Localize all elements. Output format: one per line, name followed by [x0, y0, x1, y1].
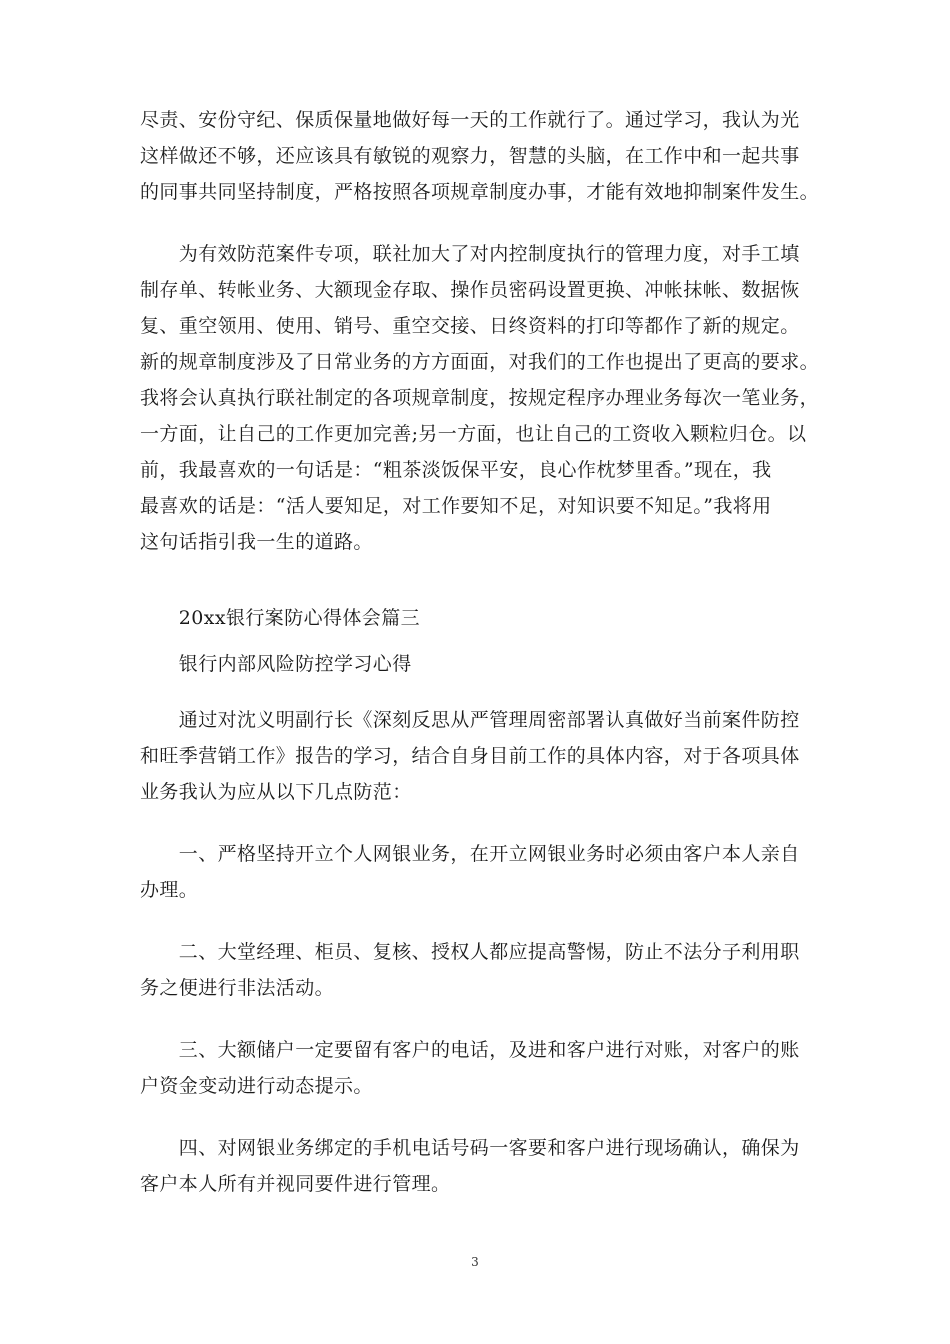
text-line: 三、大额储户一定要留有客户的电话，及进和客户进行对账，对客户的账	[140, 1039, 800, 1061]
point-two	[140, 934, 830, 1006]
text-line: 的同事共同坚持制度，严格按照各项规章制度办事，才能有效地抑制案件发生。	[140, 181, 820, 203]
text-line: 和旺季营销工作》报告的学习，结合自身目前工作的具体内容，对于各项具体	[140, 745, 800, 767]
page-number: 3	[471, 1255, 479, 1269]
subtitle-heading: 银行内部风险防控学习心得	[140, 653, 412, 675]
text-line: 前，我最喜欢的一句话是：“粗茶淡饭保平安，良心作枕梦里香。”现在，我	[140, 459, 772, 481]
text-line: 四、对网银业务绑定的手机电话号码一客要和客户进行现场确认，确保为	[140, 1137, 800, 1159]
text-line: 务之便进行非法活动。	[140, 977, 335, 999]
text-line: 为有效防范案件专项，联社加大了对内控制度执行的管理力度，对手工填	[140, 243, 800, 265]
paragraph-report-study	[140, 702, 830, 810]
section-title	[140, 596, 830, 640]
text-line: 通过对沈义明副行长《深刻反思从严管理周密部署认真做好当前案件防控	[140, 709, 800, 731]
text-line: 办理。	[140, 879, 199, 901]
text-line: 一方面，让自己的工作更加完善;另一方面，也让自己的工资收入颗粒归仓。以	[140, 423, 807, 445]
point-four	[140, 1130, 830, 1202]
text-line: 户资金变动进行动态提示。	[140, 1075, 373, 1097]
text-line: 最喜欢的话是：“活人要知足，对工作要知不足，对知识要不知足。”我将用	[140, 495, 772, 517]
text-line: 制存单、转帐业务、大额现金存取、操作员密码设置更换、冲帐抹帐、数据恢	[140, 279, 800, 301]
text-line: 复、重空领用、使用、销号、重空交接、日终资料的打印等都作了新的规定。	[140, 315, 800, 337]
subtitle	[140, 642, 830, 686]
paragraph-continued	[140, 102, 830, 210]
text-line: 客户本人所有并视同要件进行管理。	[140, 1173, 451, 1195]
text-line: 尽责、安份守纪、保质保量地做好每一天的工作就行了。通过学习，我认为光	[140, 109, 800, 131]
paragraph-case-prevention	[140, 236, 830, 560]
text-line: 一、严格坚持开立个人网银业务，在开立网银业务时必须由客户本人亲自	[140, 843, 800, 865]
text-line: 二、大堂经理、柜员、复核、授权人都应提高警惕，防止不法分子利用职	[140, 941, 800, 963]
text-line: 我将会认真执行联社制定的各项规章制度，按规定程序办理业务每次一笔业务，	[140, 387, 820, 409]
text-line: 这样做还不够，还应该具有敏锐的观察力，智慧的头脑，在工作中和一起共事	[140, 145, 800, 167]
section-heading: 20xx银行案防心得体会篇三	[140, 607, 421, 629]
point-three	[140, 1032, 830, 1104]
text-line: 这句话指引我一生的道路。	[140, 531, 373, 553]
point-one	[140, 836, 830, 908]
text-line: 新的规章制度涉及了日常业务的方方面面，对我们的工作也提出了更高的要求。	[140, 351, 820, 373]
text-line: 业务我认为应从以下几点防范：	[140, 781, 412, 803]
